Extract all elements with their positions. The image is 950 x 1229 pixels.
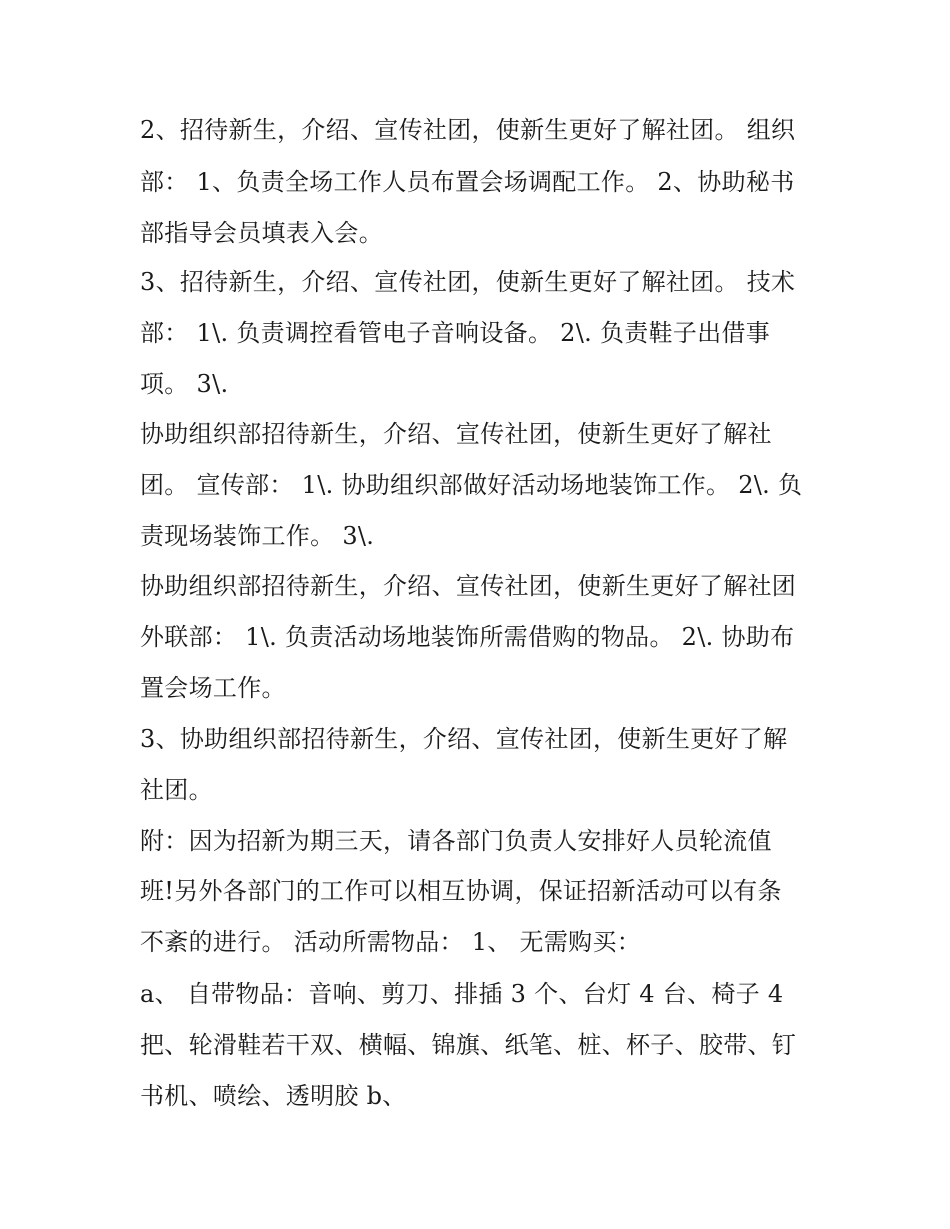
text-line: 3、协助组织部招待新生，介绍、宣传社团，使新生更好了解 (140, 725, 788, 753)
text-line: 部： 1\. 负责调控看管电子音响设备。 2\. 负责鞋子出借事 (140, 319, 771, 347)
text-line: 置会场工作。 (140, 674, 286, 702)
text-line: 社团。 (140, 776, 213, 804)
text-line: 3、招待新生，介绍、宣传社团，使新生更好了解社团。 技术 (140, 268, 796, 296)
text-line: 2、招待新生，介绍、宣传社团，使新生更好了解社团。 组织 (140, 116, 796, 144)
text-line: 不紊的进行。 活动所需物品： 1、 无需购买： (140, 928, 642, 956)
text-line: 书机、喷绘、透明胶 b、 (140, 1082, 407, 1110)
text-line: 部指导会员填表入会。 (140, 219, 383, 247)
text-line: 部： 1、负责全场工作人员布置会场调配工作。 2、协助秘书 (140, 168, 795, 196)
text-line: 协助组织部招待新生，介绍、宣传社团，使新生更好了解社团 (140, 572, 797, 600)
text-line: 团。 宣传部： 1\. 协助组织部做好活动场地装饰工作。 2\. 负 (140, 471, 803, 499)
text-line: 项。 3\. (140, 370, 229, 398)
text-line: 附：因为招新为期三天，请各部门负责人安排好人员轮流值 (140, 827, 772, 855)
text-line: 外联部： 1\. 负责活动场地装饰所需借购的物品。 2\. 协助布 (140, 623, 795, 651)
text-line: 责现场装饰工作。 3\. (140, 522, 375, 550)
text-line: 协助组织部招待新生，介绍、宣传社团，使新生更好了解社 (140, 420, 772, 448)
text-line: a、 自带物品：音响、剪刀、排插 3 个、台灯 4 台、椅子 4 (140, 980, 784, 1008)
text-line: 班!另外各部门的工作可以相互协调，保证招新活动可以有条 (140, 877, 782, 905)
text-line: 把、轮滑鞋若干双、横幅、锦旗、纸笔、桩、杯子、胶带、钉 (140, 1031, 797, 1059)
